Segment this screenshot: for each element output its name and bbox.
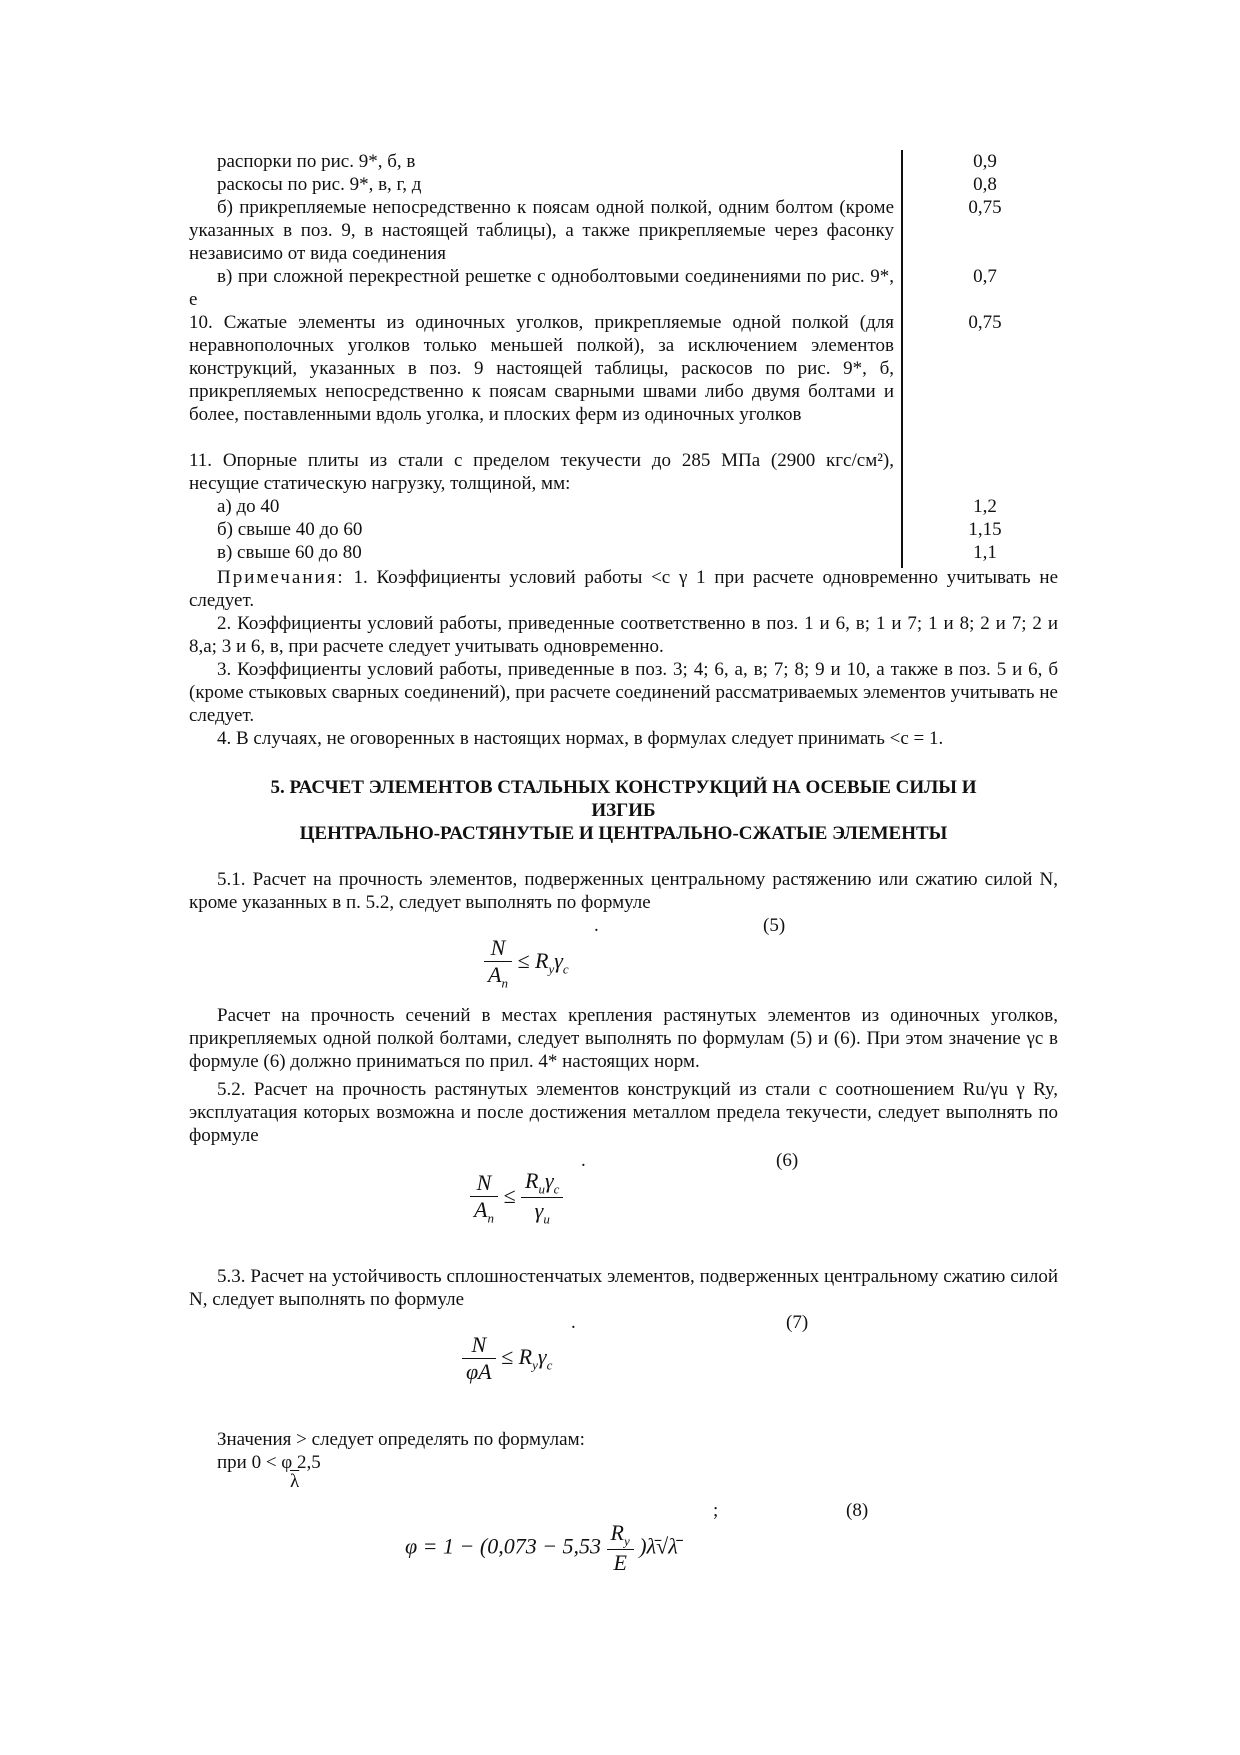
lambda-bar: $\overline{\lambda}$ [290,1471,300,1492]
formula-6-den-sub: n [487,1210,494,1226]
section-title-line1: 5. РАСЧЕТ ЭЛЕМЕНТОВ СТАЛЬНЫХ КОНСТРУКЦИЙ НА ОСЕВЫЕ СИЛЫ И [270,777,977,798]
formula-6-denominator [470,1197,498,1226]
formula-8-lhs: φ = 1 − (0,073 − 5,53 [405,1533,602,1559]
formula-6-left-fraction [470,1170,498,1226]
formula-5-rhs-sub2: c [562,961,569,977]
phi-intro: Значения > следует определять по формулам: [217,1429,585,1450]
formula-8-denominator: E [613,1550,627,1576]
paragraph-5-2: 5.2. Расчет на прочность растянутых элементов конструкций из стали с соотношением Ru/γu γ Ry, эксплуатация которых возможна и после достижения металлом предела текучести, следует выполнять по формуле [189,1079,1058,1146]
formula-8-number: (8) [846,1500,869,1521]
note-2: 2. Коэффициенты условий работы, приведенные соответственно в поз. 1 и 6, в; 1 и 7; 1 и 8; 2 и 7; 2 и 8,а; 3 и 6, в, при расчете следует учитывать одновременно. [189,613,1058,657]
formula-5-fraction [484,935,512,991]
formula-6 [470,1168,563,1228]
note-1 [189,566,1058,612]
table-row-text: распорки по рис. 9*, б, в [217,151,416,172]
formula-7-dot: . [571,1312,576,1333]
formula-5-rhs-gamma: γ [554,948,563,974]
formula-5-rhs-sub1: y [548,961,555,977]
formula-6-r-denominator [521,1198,563,1227]
table-row-value: 0,75 [968,197,1002,218]
paragraph-5-1-b: Расчет на прочность сечений в местах крепления растянутых элементов из одиночных уголков, прикрепляемых одной полкой болтами, следует выполнять по формулам (5) и (6). При этом значение γc в формуле (6) должно приниматься по прил. 4* настоящих норм. [189,1005,1058,1072]
formula-5 [484,935,569,991]
formula-7-fraction [462,1332,496,1385]
formula-6-rden-main: γ [534,1198,544,1224]
formula-7-numerator: N [462,1332,496,1359]
table-row-text: а) до 40 [217,496,280,517]
note-1-text: 1. Коэффициенты условий работы <c γ 1 при расчете одновременно учитывать не следует. [189,567,1058,611]
formula-5-den-main: A [488,962,502,987]
formula-7-denominator: φA [466,1359,492,1384]
formula-8-num-sub: y [624,1533,630,1549]
formula-6-dot: . [581,1150,586,1171]
formula-6-right-fraction [521,1168,563,1228]
table-row-text: в) свыше 60 до 80 [217,542,362,563]
formula-5-dot: . [594,915,599,936]
table-row-value: 1,2 [973,496,997,517]
table-row-value: 0,75 [968,312,1002,333]
paragraph-5-1: 5.1. Расчет на прочность элементов, подверженных центральному растяжению или сжатию силой N, кроме указанных в п. 5.2, следует выполнять по формуле [189,869,1058,913]
formula-5-rhs [517,948,569,977]
formula-7-rhs [501,1343,553,1372]
formula-6-rden-sub: u [543,1211,550,1227]
formula-7-rhs-main: ≤ R [501,1343,533,1369]
table-row-text: 11. Опорные плиты из стали с пределом текучести до 285 МПа (2900 кгс/см²), несущие статическую нагрузку, толщиной, мм: [189,450,894,494]
formula-6-rnum-sub: u [538,1181,545,1197]
formula-8-tail: )λ̄√λ̄ [639,1533,678,1559]
table-row-value: 1,1 [973,542,997,563]
formula-8-numerator [607,1520,634,1550]
formula-8 [405,1520,678,1576]
table-row-text: б) прикрепляемые непосредственно к поясам одной полкой, одним болтом (кроме указанных в поз. 9, в настоящей таблицы), а также прикрепляемые через фасонку независимо от вида соединения [189,197,894,264]
formula-5-den-sub: n [501,975,508,991]
formula-6-le: ≤ [503,1182,516,1208]
table-row-value: 1,15 [968,519,1002,540]
notes-label: Примечания: [217,567,345,588]
section-title-line2: ИЗГИБ [591,800,656,821]
formula-5-rhs-main: ≤ R [517,948,549,974]
formula-7-rhs-gamma: γ [537,1343,547,1369]
table-row-value: 0,8 [973,174,997,195]
formula-8-fraction [607,1520,634,1576]
formula-7-number: (7) [786,1312,809,1333]
paragraph-5-3: 5.3. Расчет на устойчивость сплошностенчатых элементов, подверженных центральному сжатию силой N, следует выполнять по формуле [189,1266,1058,1310]
formula-7 [462,1332,552,1385]
formula-6-number: (6) [776,1150,799,1171]
formula-7-rhs-sub1: y [532,1356,538,1372]
table-row-text: раскосы по рис. 9*, в, г, д [217,174,422,195]
formula-8-dot: ; [713,1500,719,1521]
formula-8-num-main: R [610,1520,624,1545]
section-subtitle: ЦЕНТРАЛЬНО-РАСТЯНУТЫЕ И ЦЕНТРАЛЬНО-СЖАТЫЕ ЭЛЕМЕНТЫ [299,823,948,844]
note-3: 3. Коэффициенты условий работы, приведенные в поз. 3; 4; 6, а, в; 7; 8; 9 и 10, а также в поз. 5 и 6, б (кроме стыковых сварных соединений), при расчете соединений рассматриваемых элементов учитывать не следует. [189,659,1058,726]
formula-5-number: (5) [763,915,786,936]
formula-6-den-main: A [474,1196,488,1222]
formula-5-numerator: N [484,935,512,962]
table-row-text: в) при сложной перекрестной решетке с одноболтовыми соединениями по рис. 9*, е [189,266,894,310]
formula-6-numerator: N [470,1170,498,1197]
formula-6-rnum-gamma: γ [544,1168,554,1193]
table-row-value: 0,7 [973,266,997,287]
table-row-text: б) свыше 40 до 60 [217,519,363,540]
phi-condition: при 0 < φ 2,5 [217,1452,321,1473]
formula-6-rnum-main: R [525,1168,539,1193]
table-row-value: 0,9 [973,151,997,172]
note-4: 4. В случаях, не оговоренных в настоящих нормах, в формулах следует принимать <c = 1. [217,728,944,749]
formula-5-denominator [484,962,512,991]
table-row-text: 10. Сжатые элементы из одиночных уголков, прикрепляемые одной полкой (для неравнополочных уголков только меньшей полкой), за исключением элементов конструкций, указанных в поз. 9 настоящей таблицы, раскосов по рис. 9*, б, прикрепляемых непосредственно к поясам сварными швами либо двумя болтами и более, поставленными вдоль уголка, и плоских ферм из одиночных уголков [189,312,894,425]
formula-7-rhs-sub2: c [546,1356,553,1372]
formula-6-r-numerator [521,1168,563,1198]
formula-6-rnum-sub2: c [553,1181,560,1197]
